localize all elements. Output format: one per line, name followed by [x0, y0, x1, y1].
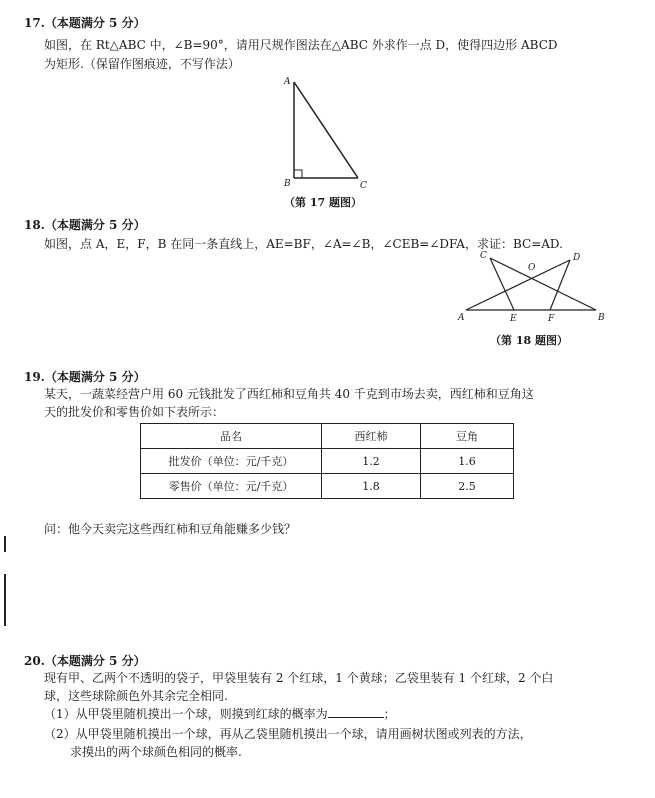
- q17-figure-caption: （第 17 题图）: [284, 196, 362, 209]
- q17-text-line1: 如图，在 Rt△ABC 中，∠B=90°，请用尺规作图法在△ABC 外求作一点 D，使得四边形 ABCD: [44, 38, 558, 52]
- label-b: B: [598, 313, 605, 323]
- label-c: C: [360, 181, 367, 190]
- q17-header: 17.（本题满分 5 分）: [24, 16, 146, 30]
- cell-bean-retail: 2.5: [421, 474, 514, 499]
- label-o: O: [528, 263, 536, 273]
- row-label-retail: 零售价（单位：元/千克）: [141, 474, 322, 499]
- label-f: F: [548, 314, 555, 324]
- header-cell-tomato: 西红柿: [322, 424, 421, 449]
- q17-figure-triangle: [270, 72, 390, 190]
- table-row: [141, 474, 514, 499]
- q18-text-line1: 如图，点 A，E，F，B 在同一条直线上，AE=BF，∠A=∠B，∠CEB=∠DFA，求证：BC=AD.: [44, 237, 563, 251]
- header-cell-product: 品名: [141, 424, 322, 449]
- q20-part2-line2: 求摸出的两个球颜色相同的概率.: [70, 745, 242, 759]
- label-e: E: [510, 314, 517, 324]
- label-b: B: [284, 179, 291, 189]
- q20-part1: [44, 706, 396, 722]
- q20-answer-blank[interactable]: [328, 706, 384, 718]
- q18-header: 18.（本题满分 5 分）: [24, 218, 146, 232]
- q19-question: 问：他今天卖完这些西红柿和豆角能赚多少钱？: [44, 522, 297, 536]
- q20-part1-end: ；: [383, 707, 396, 721]
- segment-bc: [490, 258, 596, 310]
- label-a: A: [458, 313, 465, 323]
- q20-text-line2: 球，这些球除颜色外其余完全相同.: [44, 689, 228, 703]
- q19-price-table: [140, 423, 514, 499]
- q18-figure-caption: （第 18 题图）: [490, 334, 568, 347]
- q20-text-line1: 现有甲、乙两个不透明的袋子，甲袋里装有 2 个红球，1 个黄球；乙袋里装有 1 个红球，2 个白: [44, 671, 554, 685]
- segment-df: [550, 260, 570, 310]
- table-row: [141, 449, 514, 474]
- q20-part2-line1: （2）从甲袋里随机摸出一个球，再从乙袋里随机摸出一个球，请用画树状图或列表的方法，: [44, 727, 532, 741]
- q19-header: 19.（本题满分 5 分）: [24, 370, 146, 384]
- q20-header: 20.（本题满分 5 分）: [24, 654, 146, 668]
- q20-part1-text: （1）从甲袋里随机摸出一个球，则摸到红球的概率为: [44, 707, 328, 721]
- q18-figure: [452, 248, 612, 326]
- label-a: A: [284, 77, 291, 87]
- segment-ad: [466, 260, 570, 310]
- header-cell-bean: 豆角: [421, 424, 514, 449]
- q19-text-line2: 天的批发价和零售价如下表所示：: [44, 405, 225, 419]
- label-c: C: [480, 251, 487, 261]
- row-label-wholesale: 批发价（单位：元/千克）: [141, 449, 322, 474]
- cell-tomato-retail: 1.8: [322, 474, 421, 499]
- segment-ce: [490, 258, 514, 310]
- q19-text-line1: 某天，一蔬菜经营户用 60 元钱批发了西红柿和豆角共 40 千克到市场去卖，西红柿和豆角这: [44, 387, 534, 401]
- scan-margin-mark: [4, 536, 6, 552]
- table-header-row: [141, 424, 514, 449]
- segment-ac: [294, 82, 358, 178]
- cell-bean-wholesale: 1.6: [421, 449, 514, 474]
- cell-tomato-wholesale: 1.2: [322, 449, 421, 474]
- right-angle-mark: [294, 170, 302, 178]
- q17-text-line2: 为矩形.（保留作图痕迹，不写作法）: [44, 57, 240, 71]
- scan-margin-mark: [4, 574, 6, 626]
- label-d: D: [573, 253, 581, 263]
